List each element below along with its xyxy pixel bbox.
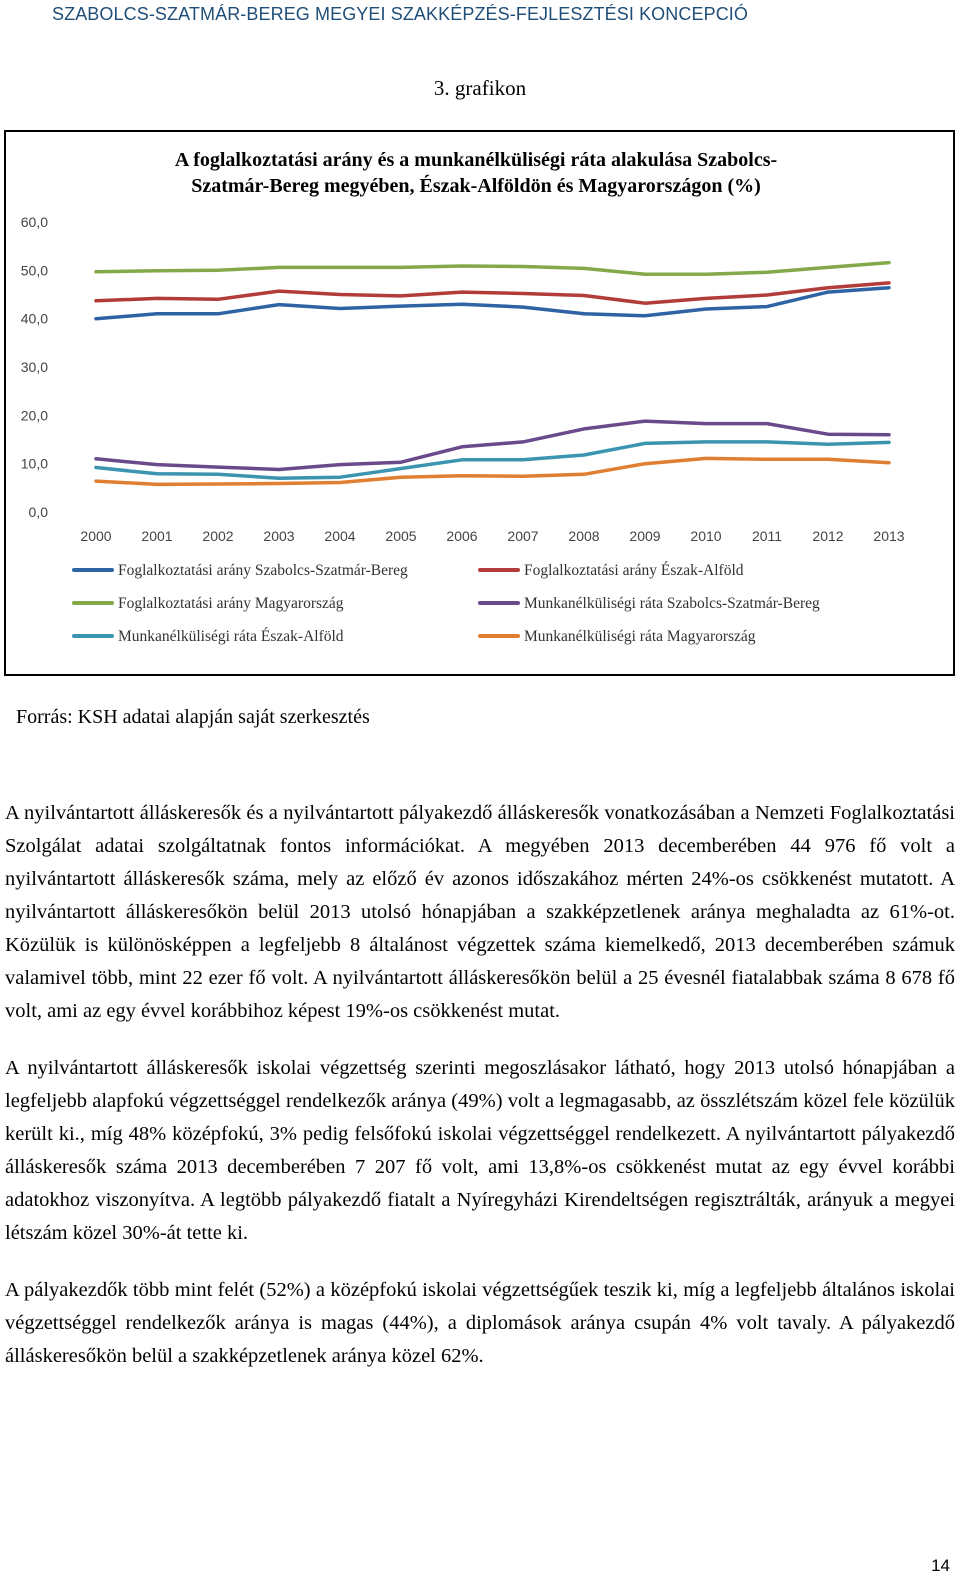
series-line: [96, 283, 889, 303]
paragraph: A pályakezdők több mint felét (52%) a középfokú iskolai végzettségűek teszik ki, míg a legfeljebb általános iskolai végzettséggel rendelkezők aránya is magas (44%), a diplomások aránya csupán 4% volt tavaly. A pályakezdő álláskeresőkön belül a szakképzetlenek aránya közel 62%.: [5, 1279, 955, 1367]
x-tick-label: 2011: [751, 528, 783, 544]
y-tick-label: 10,0: [20, 455, 48, 472]
y-tick-label: 0,0: [28, 504, 48, 520]
paragraph: A nyilvántartott álláskeresők iskolai végzettség szerinti megoszlásakor látható, hogy 2013 utolsó hónapjában a legfeljebb alapfokú végzettséggel rendelkezők aránya (49%) volt a legmagasabb, az összlétszám közel fele közülük került ki., míg 48% középfokú, 3% pedig felsőfokú iskolai végzettséggel rendelkezett. A nyilvántartott pályakezdő álláskeresők száma 2013 decemberében 7 207 fő volt, ami 13,8%-os csökkenést mutat az egy évvel korábbi adatokhoz viszonyítva. A legtöbb pályakezdő fiatalt a Nyíregyházi Kirendeltségen regisztrálták, arányuk a megyei létszám közel 30%-át tette ki.: [5, 1057, 955, 1244]
x-tick-label: 2008: [568, 528, 600, 544]
x-tick-label: 2000: [80, 528, 112, 544]
x-tick-label: 2003: [263, 528, 295, 544]
body-text: [5, 797, 955, 1397]
y-tick-label: 30,0: [20, 359, 48, 375]
x-tick-label: 2013: [873, 528, 905, 544]
page-number: 14: [931, 1556, 950, 1575]
x-tick-label: 2005: [385, 528, 417, 544]
figure-caption: 3. grafikon: [433, 76, 527, 100]
x-tick-label: 2010: [690, 528, 722, 544]
x-tick-label: 2004: [324, 528, 356, 544]
x-tick-label: 2002: [202, 528, 234, 544]
x-tick-label: 2009: [629, 528, 661, 544]
line-chart: [0, 0, 960, 680]
paragraph: A nyilvántartott álláskeresők és a nyilvántartott pályakezdő álláskeresők vonatkozásában a Nemzeti Foglalkoztatási Szolgálat adatai szolgáltatnak fontos információkat. A megyében 2013 decemberében 44 976 fő volt a nyilvántartott álláskeresők száma, mely az előző év azonos időszakához mérten 24%-os csökkenést mutatott. A nyilvántartott álláskeresőkön belül 2013 utolsó hónapjában a szakképzetlenek aránya meghaladta az 61%-ot. Közülük is különösképpen a legfeljebb 8 általánost végzettek száma kiemelkedő, 2013 decemberében számuk valamivel több, mint 22 ezer fő volt. A nyilvántartott álláskeresőkön belül a 25 évesnél fiatalabbak száma 8 678 fő volt, ami az egy évvel korábbihoz képest 19%-os csökkenést mutat.: [5, 802, 955, 1022]
y-tick-label: 40,0: [20, 310, 48, 327]
running-header: SZABOLCS-SZATMÁR-BEREG MEGYEI SZAKKÉPZÉS-FEJLESZTÉSI KONCEPCIÓ: [52, 4, 748, 24]
legend-label: Munkanélküliségi ráta Szabolcs-Szatmár-Bereg: [524, 595, 820, 612]
series-line: [96, 263, 889, 275]
series-line: [96, 458, 889, 484]
legend-label: Foglalkoztatási arány Szabolcs-Szatmár-Bereg: [118, 562, 408, 579]
legend-label: Munkanélküliségi ráta Magyarország: [524, 628, 756, 645]
y-tick-label: 20,0: [20, 407, 48, 424]
source-note: Forrás: KSH adatai alapján saját szerkesztés: [16, 706, 370, 728]
y-tick-label: 60,0: [20, 214, 48, 230]
legend-label: Foglalkoztatási arány Észak-Alföld: [524, 562, 744, 579]
x-tick-label: 2006: [446, 528, 478, 544]
x-tick-label: 2007: [507, 528, 539, 544]
chart-title: Szatmár-Bereg megyében, Észak-Alföldön és Magyarországon (%): [191, 175, 761, 197]
chart-title: A foglalkoztatási arány és a munkanélküliségi ráta alakulása Szabolcs-: [174, 149, 778, 171]
legend-label: Foglalkoztatási arány Magyarország: [118, 595, 344, 612]
legend-label: Munkanélküliségi ráta Észak-Alföld: [118, 628, 344, 645]
y-tick-label: 50,0: [20, 262, 48, 279]
x-tick-label: 2001: [141, 528, 173, 544]
series-line: [96, 421, 889, 469]
x-tick-label: 2012: [812, 528, 844, 544]
